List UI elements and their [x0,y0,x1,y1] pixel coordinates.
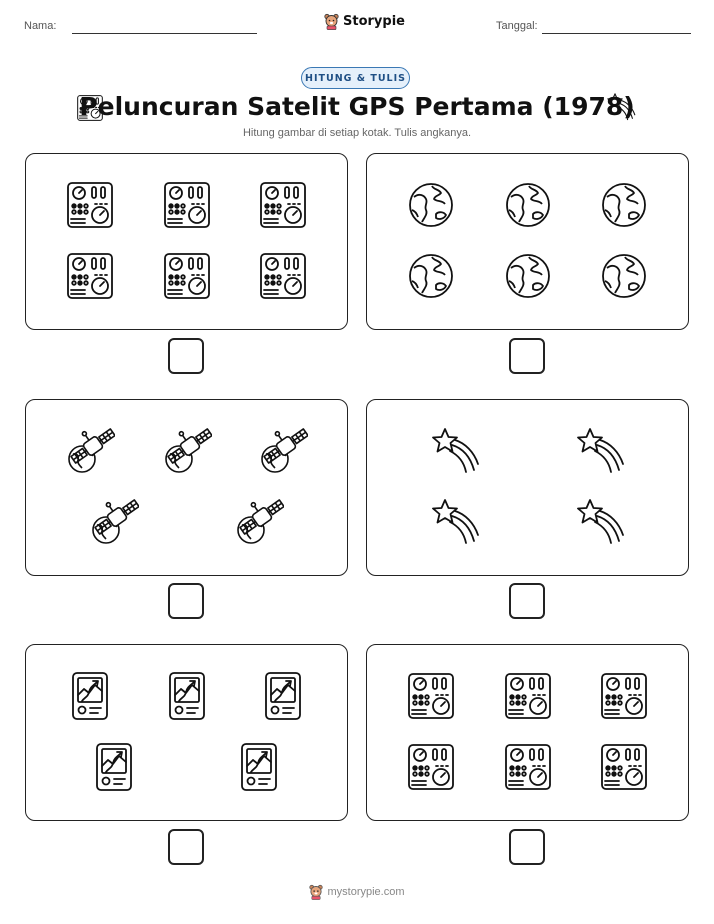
earth-globe-icon [406,180,456,230]
satellite-earth-icon [162,426,212,476]
control-panel-icon [258,251,308,301]
satellite-earth-icon [258,426,308,476]
earth-globe-icon [599,180,649,230]
shooting-star-icon [430,497,480,547]
satellite-earth-icon [65,426,115,476]
satellite-earth-icon [89,497,139,547]
shooting-star-icon [606,92,636,122]
brand [324,13,405,30]
control-panel-icon [503,742,553,792]
footer-url[interactable]: mystorypie.com [327,886,405,898]
date-field[interactable] [542,33,691,34]
earth-globe-icon [599,251,649,301]
control-panel-icon [258,180,308,230]
gps-device-icon [258,671,308,721]
earth-globe-icon [503,180,553,230]
counting-box-3 [25,399,348,576]
date-label: Tanggal: [496,20,538,32]
control-panel-icon [65,251,115,301]
name-label: Nama: [24,20,57,32]
answer-box-6[interactable] [509,829,545,865]
counting-box-5 [25,644,348,821]
control-panel-icon [162,180,212,230]
control-panel-icon [406,671,456,721]
control-panel-icon [162,251,212,301]
control-panel-icon [503,671,553,721]
answer-box-3[interactable] [168,583,204,619]
gps-device-icon [89,742,139,792]
gps-device-icon [162,671,212,721]
counting-box-2 [366,153,689,330]
control-panel-icon [599,671,649,721]
counting-box-6 [366,644,689,821]
bear-logo-icon [324,13,339,30]
name-field[interactable] [72,33,257,34]
counting-box-1 [25,153,348,330]
control-panel-icon [599,742,649,792]
answer-box-2[interactable] [509,338,545,374]
answer-box-1[interactable] [168,338,204,374]
earth-globe-icon [406,251,456,301]
category-tag: HITUNG & TULIS [301,67,410,89]
gps-device-icon [65,671,115,721]
brand-name: Storypie [343,14,405,29]
earth-globe-icon [503,251,553,301]
gps-device-icon [234,742,284,792]
control-panel-icon [65,180,115,230]
shooting-star-icon [575,426,625,476]
answer-box-4[interactable] [509,583,545,619]
counting-box-4 [366,399,689,576]
shooting-star-icon [430,426,480,476]
shooting-star-icon [575,497,625,547]
page-title: Peluncuran Satelit GPS Pertama (1978) [79,92,635,121]
control-panel-icon [406,742,456,792]
bear-logo-icon [309,884,323,900]
instructions: Hitung gambar di setiap kotak. Tulis angkanya. [242,127,472,139]
answer-box-5[interactable] [168,829,204,865]
footer [0,884,714,900]
satellite-earth-icon [234,497,284,547]
